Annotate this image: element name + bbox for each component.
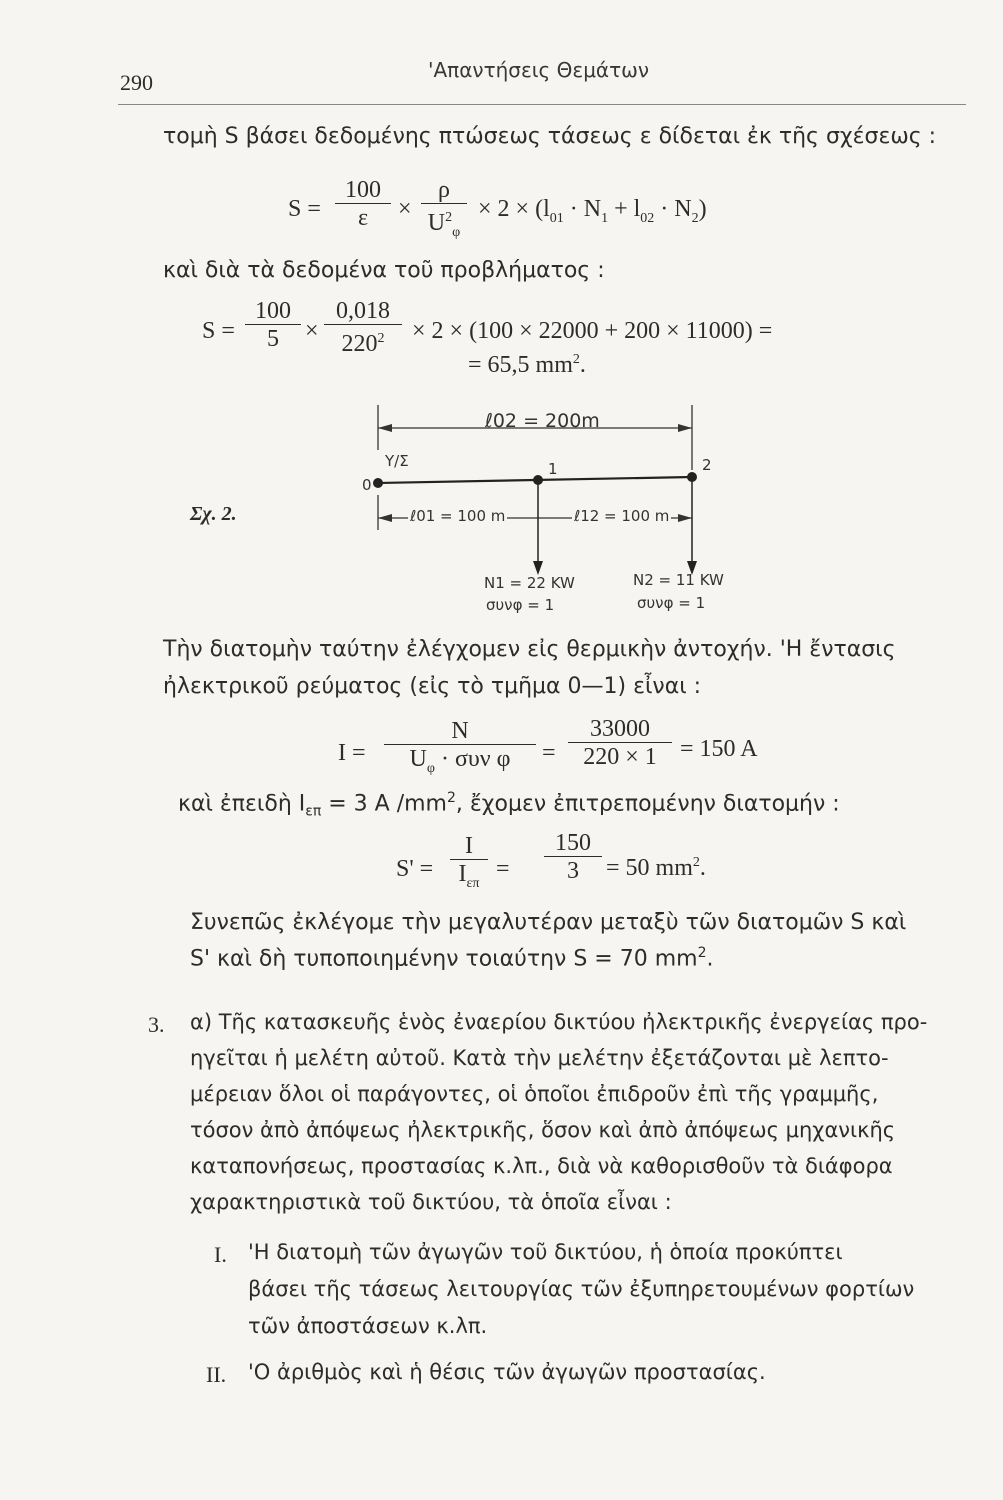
line5-a: S' καὶ δὴ τυποποιημένην τοιαύτην S = 70 mm <box>190 946 698 972</box>
line5-b: . <box>706 946 714 972</box>
line3-a: καὶ ἐπειδὴ I <box>178 791 306 817</box>
item-2-line: 'Ο ἀριθμὸς καὶ ἡ θέσις τῶν ἀγωγῶν προστασίας. <box>248 1360 766 1384</box>
arrow-left-icon <box>378 424 392 432</box>
f4-frac-a-num: I <box>450 833 488 860</box>
f2-result-end: . <box>579 352 586 378</box>
section-3-line-4: τόσον ἀπὸ ἀπόψεως ἠλεκτρικῆς, ὅσον καὶ ἀπὸ ἀπόψεως μηχανικῆς <box>190 1118 896 1142</box>
label-n2: N2 = 11 KW <box>633 571 724 589</box>
figure-caption: Σχ. 2. <box>190 503 237 525</box>
f1-rest-e: ) <box>698 196 707 222</box>
f1-frac-a-num: 100 <box>335 177 391 204</box>
arrow2-right-icon <box>678 514 692 522</box>
item-1-number: I. <box>214 1242 227 1267</box>
f2-220: 220 <box>341 331 378 357</box>
f4-result-sup: 2 <box>692 855 700 870</box>
label-ys: Υ/Σ <box>385 452 409 470</box>
label-l02: ℓ02 = 200m <box>485 410 600 432</box>
f3-u-sub: φ <box>426 760 435 776</box>
f4-eq: = <box>496 856 510 882</box>
item-1-line-2: βάσει τῆς τάσεως λειτουργίας τῶν ἐξυπηρετουμένων φορτίων <box>248 1277 915 1301</box>
f2-frac-b <box>324 298 402 358</box>
f1-rest-a: × 2 × (l <box>478 196 550 222</box>
f2-result-text: = 65,5 mm <box>468 352 573 378</box>
section-3-line-5: καταπονήσεως, προστασίας κ.λπ., διὰ νὰ καθορισθοῦν τὰ διάφορα <box>190 1154 893 1178</box>
f2-frac-a-num: 100 <box>245 298 301 325</box>
f1-frac-a <box>335 177 391 232</box>
f2-frac-a <box>245 298 301 353</box>
f3-frac-a-den <box>384 745 536 783</box>
f1-u: U <box>427 210 446 236</box>
arrow2-left-icon <box>378 514 392 522</box>
f1-lhs: S = <box>288 196 321 222</box>
section-3-number: 3. <box>148 1012 165 1037</box>
f4-frac-b <box>544 830 602 885</box>
f1-rest-d: · N <box>654 196 692 222</box>
section-3-line-6: χαρακτηριστικὰ τοῦ δικτύου, τὰ ὁποῖα εἶναι : <box>190 1190 672 1214</box>
arrow-right-icon <box>678 424 692 432</box>
f2-result-sup: 2 <box>572 352 580 367</box>
para2-line4: Συνεπῶς ἐκλέγομε τὴν μεγαλυτέραν μεταξὺ τῶν διατομῶν S καὶ <box>190 910 907 935</box>
item-1-line-3: τῶν ἀποστάσεων κ.λπ. <box>248 1314 488 1338</box>
label-node-0: 0 <box>362 476 372 494</box>
given-line: καὶ διὰ τὰ δεδομένα τοῦ προβλήματος : <box>163 258 605 283</box>
f2-frac-a-den: 5 <box>267 326 279 352</box>
label-n2-cos: συνφ = 1 <box>637 594 706 612</box>
intro-line: τομὴ S βάσει δεδομένης πτώσεως τάσεως ε δίδεται ἐκ τῆς σχέσεως : <box>163 124 937 149</box>
f2-220-sup: 2 <box>377 331 385 346</box>
label-l12: ℓ12 = 100 m <box>574 507 670 525</box>
label-node-2: 2 <box>702 456 712 474</box>
line3-sup: 2 <box>447 790 456 806</box>
item-1-line-1: 'Η διατομὴ τῶν ἀγωγῶν τοῦ δικτύου, ἡ ὁποία προκύπτει <box>248 1240 843 1264</box>
label-n1-cos: συνφ = 1 <box>486 596 555 614</box>
f3-eq: = <box>542 740 556 766</box>
section-3-line-3: μέρειαν ὅλοι οἱ παράγοντες, οἱ ὁποῖοι ἐπιδροῦν ἐπὶ τῆς γραμμῆς, <box>190 1082 879 1106</box>
section-3-line-2: ηγεῖται ἡ μελέτη αὐτοῦ. Κατὰ τὴν μελέτην ἐξετάζονται μὲ λεπτο- <box>190 1046 889 1070</box>
f3-frac-a <box>384 718 536 783</box>
f4-frac-a-den <box>450 860 488 898</box>
f3-cos: · συν φ <box>434 746 511 772</box>
load-1-arrow-icon <box>533 561 543 575</box>
f3-frac-b-den: 220 × 1 <box>583 744 657 770</box>
header-rule <box>118 104 966 105</box>
f1-u-sub: φ <box>452 224 461 240</box>
line3-b: = 3 A /mm <box>321 791 447 817</box>
line3-sub: επ <box>305 803 322 820</box>
f2-result <box>468 352 586 379</box>
para2-line2: ἠλεκτρικοῦ ρεύματος (εἰς τὸ τμῆμα 0—1) εἶναι : <box>163 674 702 699</box>
label-node-1: 1 <box>548 460 558 478</box>
section-3-line-1: α) Τῆς κατασκευῆς ἑνὸς ἐναερίου δικτύου ἠλεκτρικῆς ἐνεργείας προ- <box>190 1010 928 1034</box>
f3-frac-b <box>568 716 672 771</box>
f2-lhs: S = <box>202 318 235 344</box>
f1-frac-b-den <box>421 204 467 247</box>
f4-result <box>606 855 706 882</box>
running-title: 'Απαντήσεις Θεμάτων <box>428 58 650 82</box>
f3-frac-a-num: N <box>384 718 536 745</box>
f2-times: × <box>305 318 319 344</box>
label-n1: N1 = 22 KW <box>484 574 575 592</box>
f2-frac-b-den <box>324 325 402 358</box>
label-l01: ℓ01 = 100 m <box>410 507 506 525</box>
f1-frac-b-num: ρ <box>421 177 467 204</box>
f3-result: = 150 A <box>680 736 758 762</box>
f2-frac-b-num: 0,018 <box>324 298 402 325</box>
f3-lhs: I = <box>338 740 366 766</box>
page-number: 290 <box>120 70 153 95</box>
f4-frac-b-den: 3 <box>567 858 579 884</box>
f1-frac-b <box>421 177 467 247</box>
f4-i-sub: επ <box>466 875 480 891</box>
f4-result-end: . <box>699 855 706 881</box>
item-2-number: II. <box>206 1362 227 1387</box>
f1-rest-b: · N <box>563 196 602 222</box>
f1-frac-a-den: ε <box>357 205 369 231</box>
f1-sub3: 02 <box>640 210 655 226</box>
node-0-dot <box>373 478 383 488</box>
para2-line3 <box>178 790 840 820</box>
line3-c: , ἔχομεν ἐπιτρεπομένην διατομήν : <box>455 791 840 817</box>
f1-sub1: 01 <box>549 210 564 226</box>
f4-frac-a <box>450 833 488 898</box>
f4-lhs: S' = <box>396 856 434 882</box>
f1-rest <box>478 196 707 227</box>
f1-u-sup: 2 <box>445 210 453 225</box>
f1-sub2: 1 <box>601 210 609 226</box>
line5-sup: 2 <box>697 945 707 961</box>
para2-line5 <box>190 945 714 971</box>
f2-rest: × 2 × (100 × 22000 + 200 × 11000) = <box>412 318 773 344</box>
f1-sub4: 2 <box>691 210 699 226</box>
f3-u: U <box>409 746 427 772</box>
f1-rest-c: + l <box>608 196 641 222</box>
f1-times: × <box>398 196 412 222</box>
para2-line1: Τὴν διατομὴν ταύτην ἐλέγχομεν εἰς θερμικὴν ἀντοχήν. 'Η ἔντασις <box>163 637 896 662</box>
f3-frac-b-num: 33000 <box>568 716 672 743</box>
f4-i: I <box>458 861 467 887</box>
f4-frac-b-num: 150 <box>544 830 602 857</box>
f4-result-text: = 50 mm <box>606 855 693 881</box>
